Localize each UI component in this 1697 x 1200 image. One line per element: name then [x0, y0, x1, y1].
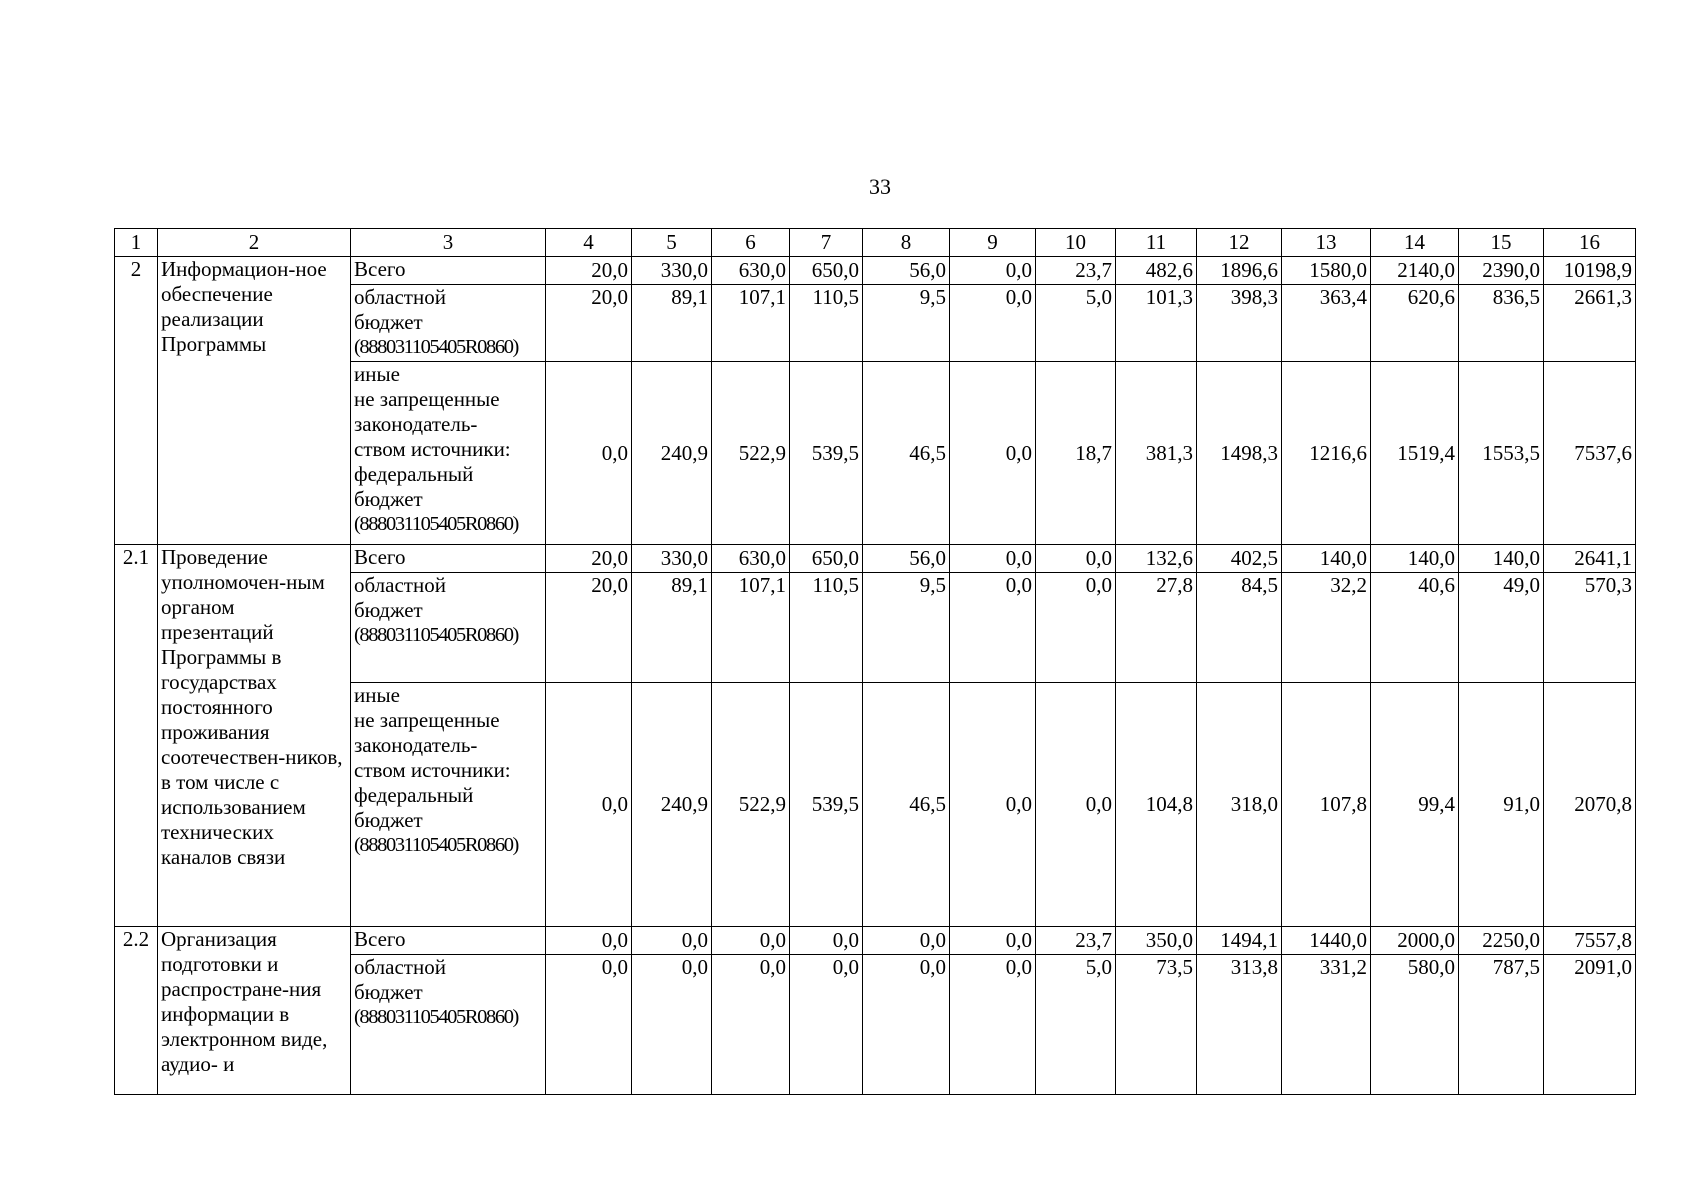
- funding-source-line: федеральный: [354, 462, 474, 486]
- value-cell: 101,3: [1116, 285, 1197, 362]
- value-cell: 2250,0: [1459, 927, 1544, 955]
- funding-source-line: (888031105405R0860): [354, 624, 518, 646]
- header-cell: 15: [1459, 229, 1544, 257]
- value-cell: 650,0: [790, 545, 863, 573]
- value-cell: 539,5: [790, 683, 863, 927]
- value-cell: 23,7: [1036, 927, 1116, 955]
- funding-source-line: ством источники:: [354, 758, 511, 782]
- value-cell: 0,0: [950, 927, 1036, 955]
- value-cell: 5,0: [1036, 285, 1116, 362]
- value-cell: 522,9: [712, 683, 790, 927]
- header-cell: 3: [351, 229, 546, 257]
- header-cell: 5: [632, 229, 712, 257]
- value-cell: 318,0: [1197, 683, 1282, 927]
- value-cell: 0,0: [632, 955, 712, 1095]
- value-cell: 0,0: [950, 955, 1036, 1095]
- value-cell: 1553,5: [1459, 362, 1544, 545]
- value-cell: 240,9: [632, 362, 712, 545]
- value-cell: 140,0: [1371, 545, 1459, 573]
- value-cell: 7537,6: [1544, 362, 1636, 545]
- funding-source-line: Всего: [354, 545, 406, 569]
- value-cell: 0,0: [712, 955, 790, 1095]
- funding-source: [351, 545, 546, 573]
- row-index: 2.1: [115, 545, 158, 927]
- value-cell: 0,0: [863, 955, 950, 1095]
- value-cell: 89,1: [632, 573, 712, 683]
- value-cell: 20,0: [546, 573, 632, 683]
- value-cell: 73,5: [1116, 955, 1197, 1095]
- value-cell: 539,5: [790, 362, 863, 545]
- value-cell: 0,0: [790, 955, 863, 1095]
- value-cell: 2070,8: [1544, 683, 1636, 927]
- value-cell: 140,0: [1459, 545, 1544, 573]
- value-cell: 2091,0: [1544, 955, 1636, 1095]
- funding-source-line: (888031105405R0860): [354, 336, 518, 358]
- value-cell: 2661,3: [1544, 285, 1636, 362]
- funding-source-line: бюджет: [354, 808, 423, 832]
- value-cell: 650,0: [790, 257, 863, 285]
- value-cell: 313,8: [1197, 955, 1282, 1095]
- funding-source: [351, 362, 546, 545]
- measure-name: Организация подготовки и распростране-ния информации в электронном виде, аудио- и: [158, 927, 351, 1095]
- value-cell: 331,2: [1282, 955, 1371, 1095]
- value-cell: 570,3: [1544, 573, 1636, 683]
- value-cell: 0,0: [790, 927, 863, 955]
- row-index: 2.2: [115, 927, 158, 1095]
- header-cell: 2: [158, 229, 351, 257]
- table-row: [115, 257, 1636, 285]
- value-cell: 40,6: [1371, 573, 1459, 683]
- header-cell: 12: [1197, 229, 1282, 257]
- value-cell: 140,0: [1282, 545, 1371, 573]
- value-cell: 2641,1: [1544, 545, 1636, 573]
- funding-source-line: не запрещенные: [354, 708, 500, 732]
- value-cell: 107,1: [712, 285, 790, 362]
- value-cell: 2390,0: [1459, 257, 1544, 285]
- value-cell: 99,4: [1371, 683, 1459, 927]
- value-cell: 20,0: [546, 257, 632, 285]
- header-cell: 4: [546, 229, 632, 257]
- value-cell: 0,0: [546, 362, 632, 545]
- page-number: 33: [869, 174, 891, 199]
- value-cell: 56,0: [863, 257, 950, 285]
- funding-source-line: иные: [354, 683, 400, 707]
- value-cell: 363,4: [1282, 285, 1371, 362]
- value-cell: 620,6: [1371, 285, 1459, 362]
- value-cell: 7557,8: [1544, 927, 1636, 955]
- value-cell: 104,8: [1116, 683, 1197, 927]
- value-cell: 398,3: [1197, 285, 1282, 362]
- value-cell: 5,0: [1036, 955, 1116, 1095]
- value-cell: 9,5: [863, 573, 950, 683]
- value-cell: 91,0: [1459, 683, 1544, 927]
- value-cell: 46,5: [863, 362, 950, 545]
- funding-source-line: областной: [354, 955, 446, 979]
- funding-source: [351, 573, 546, 683]
- header-cell: 11: [1116, 229, 1197, 257]
- value-cell: 89,1: [632, 285, 712, 362]
- value-cell: 9,5: [863, 285, 950, 362]
- funding-source: [351, 683, 546, 927]
- funding-source-line: бюджет: [354, 487, 423, 511]
- value-cell: 132,6: [1116, 545, 1197, 573]
- funding-source-line: Всего: [354, 927, 406, 951]
- funding-source-line: ством источники:: [354, 437, 511, 461]
- funding-source-line: областной: [354, 573, 446, 597]
- funding-source-line: законодатель-: [354, 733, 478, 757]
- table-row: [115, 545, 1636, 573]
- header-cell: 9: [950, 229, 1036, 257]
- value-cell: 522,9: [712, 362, 790, 545]
- measure-name: Информацион-ное обеспечение реализации Программы: [158, 257, 351, 545]
- funding-source: [351, 257, 546, 285]
- funding-source-line: (888031105405R0860): [354, 1006, 518, 1028]
- value-cell: 110,5: [790, 573, 863, 683]
- value-cell: 1440,0: [1282, 927, 1371, 955]
- value-cell: 0,0: [950, 545, 1036, 573]
- value-cell: 27,8: [1116, 573, 1197, 683]
- funding-source: [351, 927, 546, 955]
- row-index: 2: [115, 257, 158, 545]
- value-cell: 330,0: [632, 545, 712, 573]
- value-cell: 630,0: [712, 545, 790, 573]
- funding-source-line: иные: [354, 362, 400, 386]
- value-cell: 240,9: [632, 683, 712, 927]
- funding-source-line: Всего: [354, 257, 406, 281]
- value-cell: 1498,3: [1197, 362, 1282, 545]
- value-cell: 0,0: [712, 927, 790, 955]
- value-cell: 482,6: [1116, 257, 1197, 285]
- value-cell: 107,1: [712, 573, 790, 683]
- value-cell: 330,0: [632, 257, 712, 285]
- funding-source-line: (888031105405R0860): [354, 513, 518, 535]
- funding-source-line: бюджет: [354, 310, 423, 334]
- value-cell: 110,5: [790, 285, 863, 362]
- value-cell: 350,0: [1116, 927, 1197, 955]
- funding-source-line: не запрещенные: [354, 387, 500, 411]
- header-cell: 1: [115, 229, 158, 257]
- funding-source-line: бюджет: [354, 598, 423, 622]
- value-cell: 1216,6: [1282, 362, 1371, 545]
- funding-source-line: законодатель-: [354, 412, 478, 436]
- value-cell: 0,0: [950, 257, 1036, 285]
- value-cell: 0,0: [1036, 573, 1116, 683]
- value-cell: 0,0: [950, 683, 1036, 927]
- value-cell: 630,0: [712, 257, 790, 285]
- table-row: [115, 927, 1636, 955]
- header-cell: 13: [1282, 229, 1371, 257]
- value-cell: 0,0: [950, 362, 1036, 545]
- funding-source-line: бюджет: [354, 980, 423, 1004]
- value-cell: 10198,9: [1544, 257, 1636, 285]
- value-cell: 20,0: [546, 285, 632, 362]
- value-cell: 1896,6: [1197, 257, 1282, 285]
- value-cell: 23,7: [1036, 257, 1116, 285]
- value-cell: 18,7: [1036, 362, 1116, 545]
- value-cell: 84,5: [1197, 573, 1282, 683]
- funding-source-line: федеральный: [354, 783, 474, 807]
- value-cell: 1519,4: [1371, 362, 1459, 545]
- value-cell: 381,3: [1116, 362, 1197, 545]
- value-cell: 2000,0: [1371, 927, 1459, 955]
- header-cell: 10: [1036, 229, 1116, 257]
- value-cell: 1580,0: [1282, 257, 1371, 285]
- measure-name: Проведение уполномочен-ным органом презентаций Программы в государствах постоянного проживания соотечествен-ников, в том числе с использованием технических каналов связи: [158, 545, 351, 927]
- value-cell: 0,0: [546, 955, 632, 1095]
- header-row: [115, 229, 1636, 257]
- value-cell: 20,0: [546, 545, 632, 573]
- value-cell: 32,2: [1282, 573, 1371, 683]
- header-cell: 14: [1371, 229, 1459, 257]
- funding-source: [351, 955, 546, 1095]
- value-cell: 0,0: [1036, 683, 1116, 927]
- header-cell: 6: [712, 229, 790, 257]
- value-cell: 0,0: [1036, 545, 1116, 573]
- value-cell: 2140,0: [1371, 257, 1459, 285]
- value-cell: 402,5: [1197, 545, 1282, 573]
- funding-source: [351, 285, 546, 362]
- value-cell: 0,0: [546, 927, 632, 955]
- value-cell: 580,0: [1371, 955, 1459, 1095]
- value-cell: 0,0: [950, 573, 1036, 683]
- value-cell: 107,8: [1282, 683, 1371, 927]
- header-cell: 16: [1544, 229, 1636, 257]
- value-cell: 1494,1: [1197, 927, 1282, 955]
- value-cell: 0,0: [632, 927, 712, 955]
- value-cell: 46,5: [863, 683, 950, 927]
- funding-source-line: (888031105405R0860): [354, 834, 518, 856]
- funding-source-line: областной: [354, 285, 446, 309]
- value-cell: 0,0: [546, 683, 632, 927]
- header-cell: 7: [790, 229, 863, 257]
- header-cell: 8: [863, 229, 950, 257]
- value-cell: 56,0: [863, 545, 950, 573]
- budget-table: [114, 228, 1636, 1095]
- value-cell: 836,5: [1459, 285, 1544, 362]
- value-cell: 49,0: [1459, 573, 1544, 683]
- value-cell: 0,0: [863, 927, 950, 955]
- value-cell: 787,5: [1459, 955, 1544, 1095]
- value-cell: 0,0: [950, 285, 1036, 362]
